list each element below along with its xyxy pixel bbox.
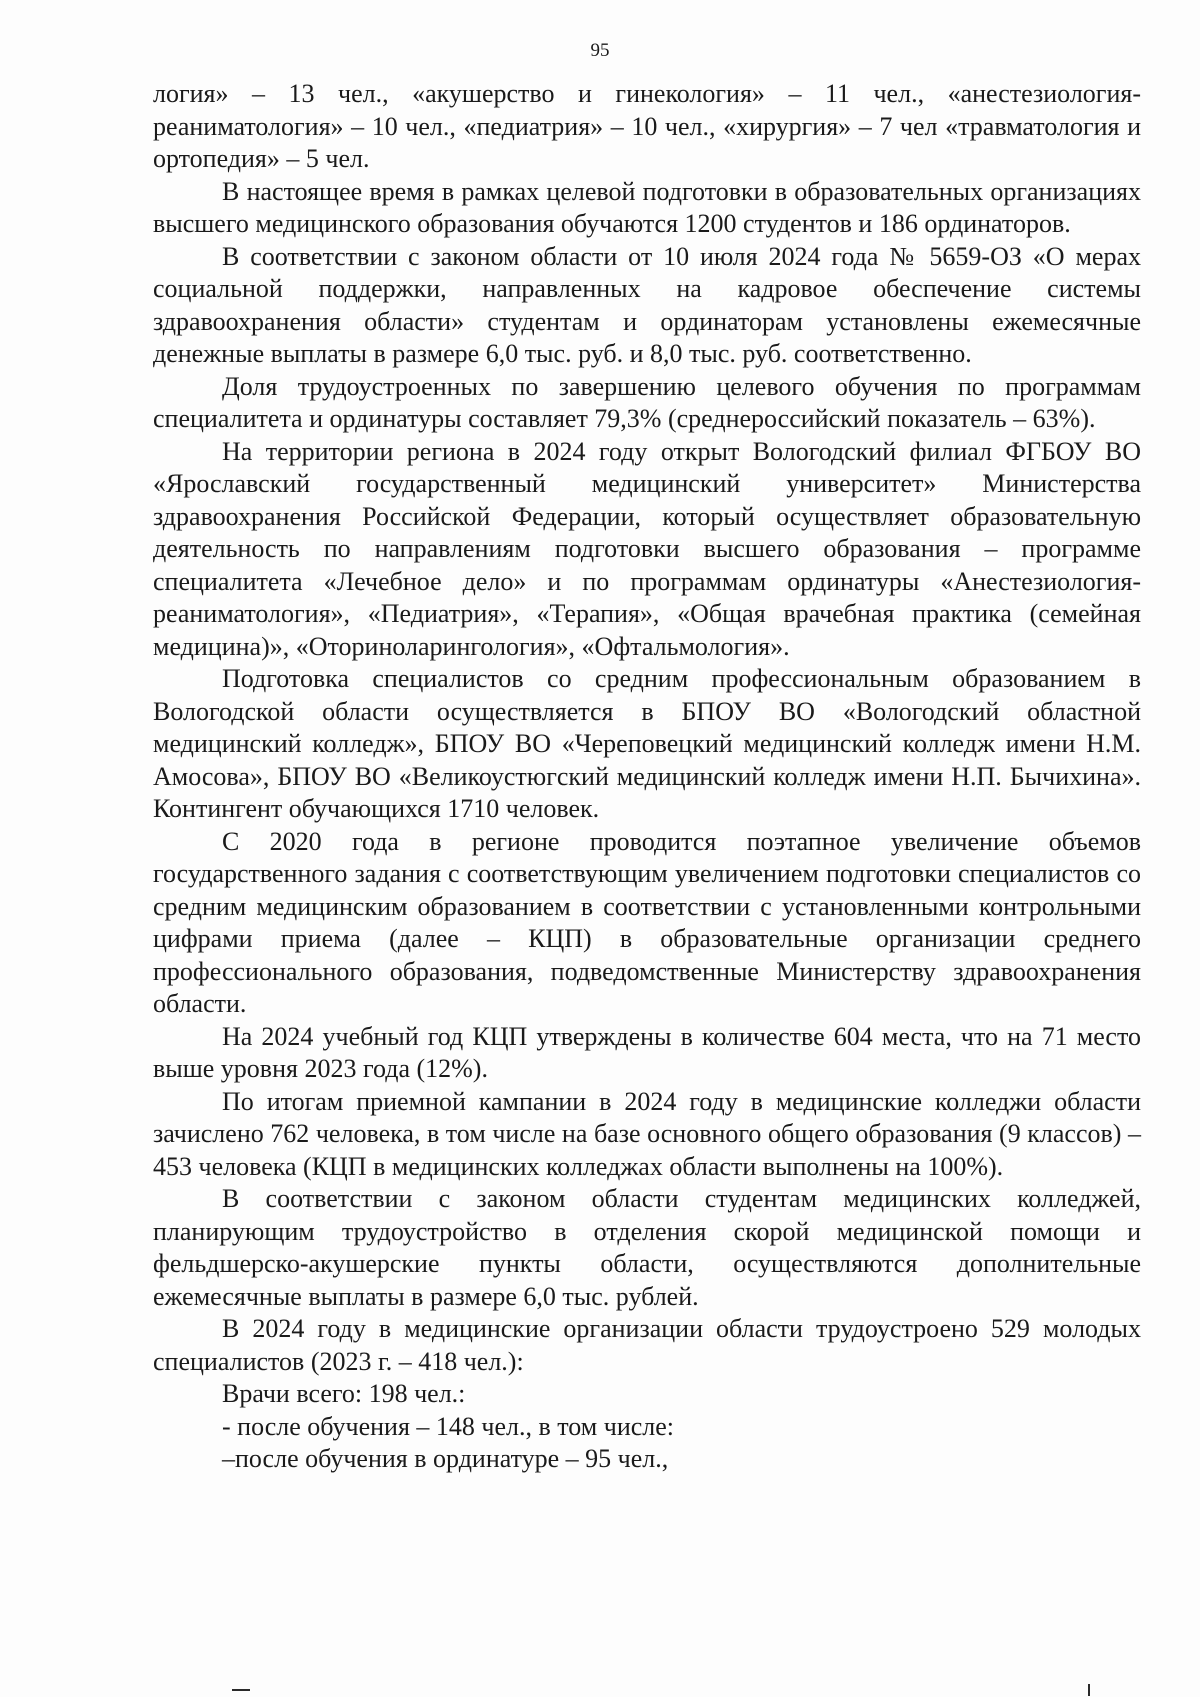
paragraph: По итогам приемной кампании в 2024 году в медицинские колледжи области зачислено 762 человека, в том числе на базе основного общего образования (9 классов) – 453 человека (КЦП в медицинских колледжах области выполнены на 100%). <box>153 1086 1141 1181</box>
list-item: Врачи всего: 198 чел.: <box>222 1379 466 1408</box>
paragraph: Доля трудоустроенных по завершению целевого обучения по программам специалитета и ординатуры составляет 79,3% (среднероссийский показатель – 63%). <box>153 371 1141 433</box>
paragraph: В соответствии с законом области студентам медицинских колледжей, планирующим трудоустройство в отделения скорой медицинской помощи и фельдшерско-акушерские пункты области, осуществляются дополнительные ежемесячные выплаты в размере 6,0 тыс. рублей. <box>153 1184 1141 1311</box>
paragraph: В настоящее время в рамках целевой подготовки в образовательных организациях высшего медицинского образования обучаются 1200 студентов и 186 ординаторов. <box>153 176 1141 238</box>
paragraph: На территории региона в 2024 году открыт Вологодский филиал ФГБОУ ВО «Ярославский государственный медицинский университет» Министерства здравоохранения Российской Федерации, который осуществляет образовательную деятельность по направлениям подготовки высшего образования – программе специалитета «Лечебное дело» и по программам ординатуры «Анестезиология-реаниматология», «Педиатрия», «Терапия», «Общая врачебная практика (семейная медицина)», «Оториноларингология», «Офтальмология». <box>153 436 1141 661</box>
list-item: –после обучения в ординатуре – 95 чел., <box>222 1444 669 1473</box>
paragraph: В соответствии с законом области от 10 июля 2024 года № 5659-ОЗ «О мерах социальной поддержки, направленных на кадровое обеспечение системы здравоохранения области» студентам и ординаторам установлены ежемесячные денежные выплаты в размере 6,0 тыс. руб. и 8,0 тыс. руб. соответственно. <box>153 241 1141 368</box>
paragraph: На 2024 учебный год КЦП утверждены в количестве 604 места, что на 71 место выше уровня 2023 года (12%). <box>153 1021 1141 1083</box>
paragraph: В 2024 году в медицинские организации области трудоустроено 529 молодых специалистов (2023 г. – 418 чел.): <box>153 1314 1141 1376</box>
list-item: - после обучения – 148 чел., в том числе: <box>222 1411 675 1441</box>
scan-artifact <box>1088 1684 1090 1696</box>
paragraph: С 2020 года в регионе проводится поэтапное увеличение объемов государственного задания с соответствующим увеличением подготовки специалистов со средним медицинским образованием в соответствии с установленными контрольными цифрами приема (далее – КЦП) в образовательные организации среднего профессионального образования, подведомственные Министерству здравоохранения области. <box>153 826 1141 1018</box>
document-body <box>153 78 1141 1476</box>
page-number: 95 <box>590 40 610 61</box>
scan-artifact <box>232 1689 250 1691</box>
paragraph: Подготовка специалистов со средним профессиональным образованием в Вологодской области осуществляется в БПОУ ВО «Вологодский областной медицинский колледж», БПОУ ВО «Череповецкий медицинский колледж имени Н.М. Амосова», БПОУ ВО «Великоустюгский медицинский колледж имени Н.П. Бычихина». Контингент обучающихся 1710 человек. <box>153 664 1141 823</box>
paragraph: логия» – 13 чел., «акушерство и гинекология» – 11 чел., «анестезиология-реаниматология» – 10 чел., «педиатрия» – 10 чел., «хирургия» – 7 чел «травматология и ортопедия» – 5 чел. <box>153 79 1141 173</box>
